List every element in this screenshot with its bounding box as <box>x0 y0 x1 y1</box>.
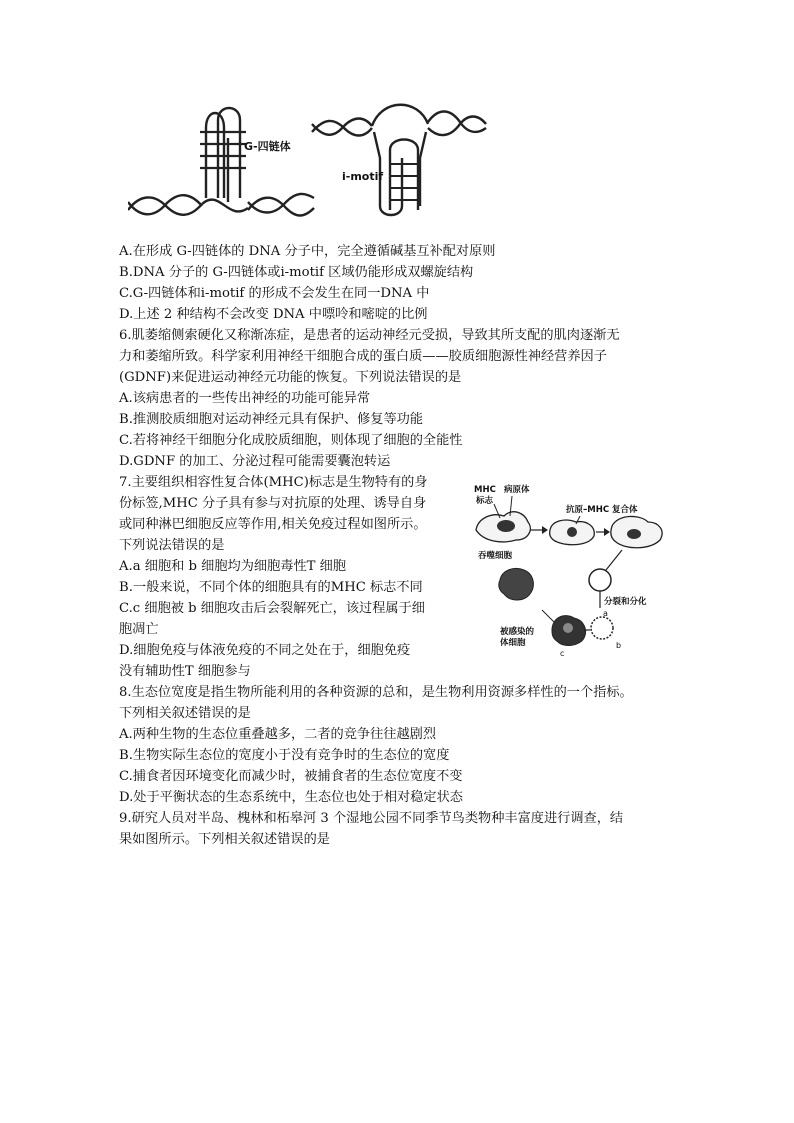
g4-label: G-四链体 <box>244 140 291 153</box>
cell-b <box>591 617 613 639</box>
q7-option-d-line-2: 没有辅助性T 细胞参与 <box>119 664 251 679</box>
complex-label: 抗原–MHC 复合体 <box>566 505 638 515</box>
q7-stem-line-1: 7.主要组织相容性复合体(MHC)标志是生物特有的身 <box>119 475 428 490</box>
cell-a-upper <box>589 569 611 591</box>
q7-option-c-line-1: C.c 细胞被 b 细胞攻击后会裂解死亡，该过程属于细 <box>119 601 425 616</box>
q8-option-c: C.捕食者因环境变化而减少时，被捕食者的生态位宽度不变 <box>119 769 463 784</box>
q9-stem-line-2: 果如图所示。下列相关叙述错误的是 <box>119 832 330 847</box>
b-label: b <box>616 641 622 650</box>
lysed-cell <box>499 568 534 600</box>
q7-stem-line-2: 份标签,MHC 分子具有参与对抗原的处理、诱导自身 <box>119 496 427 511</box>
q5-option-c: C.G-四链体和i-motif 的形成不会发生在同一DNA 中 <box>119 286 430 301</box>
mhc-label-2: 标志 <box>476 496 494 506</box>
q8-stem-line-1: 8.生态位宽度是指生物所能利用的各种资源的总和，是生物利用资源多样性的一个指标。 <box>119 685 633 700</box>
pathogen-label: 病原体 <box>504 485 530 495</box>
mhc-label: MHC <box>474 485 496 495</box>
q7-option-c-line-2: 胞凋亡 <box>119 622 159 637</box>
q7-option-b: B.一般来说，不同个体的细胞具有的MHC 标志不同 <box>119 580 423 595</box>
q5-option-a: A.在形成 G-四链体的 DNA 分子中，完全遵循碱基互补配对原则 <box>119 244 496 259</box>
division-label: 分裂和分化 <box>604 597 647 607</box>
q8-option-d: D.处于平衡状态的生态系统中，生态位也处于相对稳定状态 <box>119 790 463 805</box>
q8-stem-line-2: 下列相关叙述错误的是 <box>119 706 251 721</box>
q7-option-d-line-1: D.细胞免疫与体液免疫的不同之处在于，细胞免疫 <box>119 643 411 658</box>
c-label: c <box>560 649 565 658</box>
q7-option-a: A.a 细胞和 b 细胞均为细胞毒性T 细胞 <box>119 559 347 574</box>
q6-stem-line-1: 6.肌萎缩侧索硬化又称渐冻症，是患者的运动神经元受损，导致其所支配的肌肉逐渐无 <box>119 328 620 343</box>
infected-label-1: 被感染的 <box>500 627 535 637</box>
q8-option-a: A.两种生物的生态位重叠越多，二者的竞争往往越剧烈 <box>119 727 437 742</box>
q9-stem-line-1: 9.研究人员对半岛、槐林和柘皋河 3 个湿地公园不同季节鸟类物种丰富度进行调查，结 <box>119 811 624 826</box>
dna-structure-figure <box>128 98 488 224</box>
q6-stem-line-3: (GDNF)来促进运动神经元功能的恢复。下列说法错误的是 <box>119 370 462 385</box>
immune-process-figure <box>472 478 680 658</box>
q6-stem-line-2: 力和萎缩所致。科学家利用神经干细胞合成的蛋白质——胶质细胞源性神经营养因子 <box>119 349 607 364</box>
q6-option-a: A.该病患者的一些传出神经的功能可能异常 <box>119 391 371 406</box>
q8-option-b: B.生物实际生态位的宽度小于没有竞争时的生态位的宽度 <box>119 748 450 763</box>
phagocyte-label: 吞噬细胞 <box>478 551 513 561</box>
q7-stem-line-3: 或同种淋巴细胞反应等作用,相关免疫过程如图所示。 <box>119 517 427 532</box>
q5-option-d: D.上述 2 种结构不会改变 DNA 中嘌呤和嘧啶的比例 <box>119 307 428 322</box>
infected-label-2: 体细胞 <box>500 638 526 648</box>
q6-option-b: B.推测胶质细胞对运动神经元具有保护、修复等功能 <box>119 412 424 427</box>
imotif-label: i-motif <box>342 170 384 183</box>
q7-stem-line-4: 下列说法错误的是 <box>119 538 225 553</box>
a-label: a <box>603 609 608 618</box>
q6-option-d: D.GDNF 的加工、分泌过程可能需要囊泡转运 <box>119 454 391 469</box>
q6-option-c: C.若将神经干细胞分化成胶质细胞，则体现了细胞的全能性 <box>119 433 463 448</box>
q5-option-b: B.DNA 分子的 G-四链体或i-motif 区域仍能形成双螺旋结构 <box>119 265 474 280</box>
